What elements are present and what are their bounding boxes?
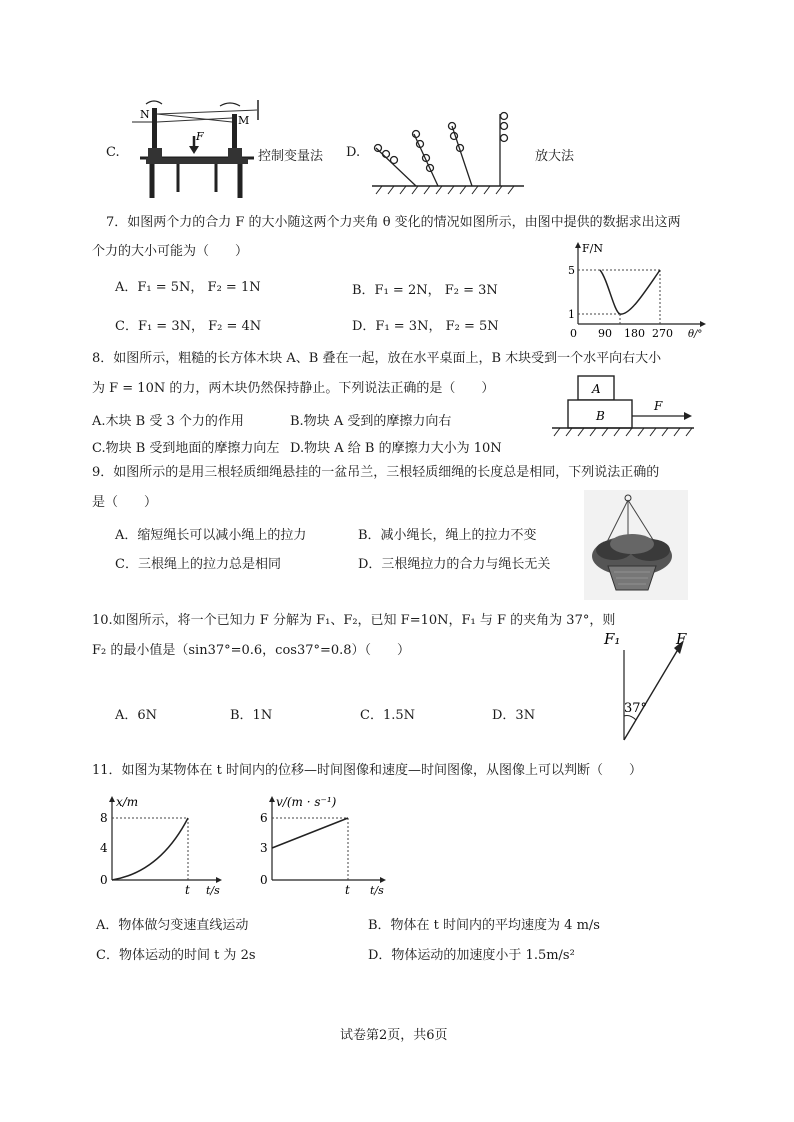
q8-stem-line1: 8．如图所示，粗糙的长方体木块 A、B 叠在一起，放在水平桌面上，B 木块受到一个水平向右大小 [92, 351, 662, 366]
force-f1-label: F₁ [604, 630, 621, 648]
xt-tick-4: 4 [100, 841, 108, 855]
angle-37-label: 37° [624, 701, 648, 716]
q10-option-d: D．3N [492, 708, 536, 723]
q6-option-d-label: 放大法 [535, 149, 575, 164]
vt-xlabel: t/s [370, 884, 384, 896]
page-footer: 试卷第2页，共6页 [340, 1028, 448, 1043]
force-f-label: F [676, 630, 687, 648]
q10-force-decomposition-figure [596, 628, 696, 746]
q10-stem-line2: F₂ 的最小值是（sin37°=0.6，cos37°=0.8）（ ） [92, 643, 411, 658]
q7-graph-tick-1: 1 [568, 308, 575, 321]
q11-xt-graph [96, 796, 226, 896]
xt-tick-t: t [185, 883, 190, 896]
q7-option-c: C．F₁ = 3N， F₂ = 4N [115, 319, 262, 334]
pendulum-figure [368, 108, 528, 196]
force-f-label: F [196, 130, 204, 143]
q11-vt-graph [256, 796, 396, 896]
q11-option-c: C．物体运动的时间 t 为 2s [96, 948, 256, 963]
xt-ylabel: x/m [116, 796, 139, 809]
q6-option-c-letter: C. [106, 145, 120, 160]
q9-option-b: B．减小绳长，绳上的拉力不变 [358, 528, 537, 543]
q11-stem: 11．如图为某物体在 t 时间内的位移—时间图像和速度—时间图像，从图像上可以判断（ ） [92, 763, 643, 778]
q7-graph-tick-270: 270 [652, 327, 673, 340]
q10-option-b: B．1N [230, 708, 273, 723]
q8-option-a: A.木块 B 受 3 个力的作用 [92, 414, 244, 429]
vt-tick-6: 6 [260, 811, 268, 825]
q11-option-d: D．物体运动的加速度小于 1.5m/s² [368, 948, 575, 963]
q7-option-a: A．F₁ = 5N， F₂ = 1N [115, 280, 261, 295]
block-b-label: B [596, 409, 605, 423]
q6-option-d-letter: D. [346, 145, 361, 160]
q7-option-d: D．F₁ = 3N， F₂ = 5N [352, 319, 499, 334]
q7-graph-xlabel: θ/° [688, 329, 703, 340]
q10-option-a: A．6N [115, 708, 158, 723]
q7-graph-ylabel: F/N [582, 242, 603, 255]
q7-stem-line2: 个力的大小可能为（ ） [92, 244, 249, 259]
q9-option-c: C．三根绳上的拉力总是相同 [115, 557, 281, 572]
q7-graph-tick-180: 180 [624, 327, 645, 340]
q7-stem-line1: 7．如图两个力的合力 F 的大小随这两个力夹角 θ 变化的情况如图所示，由图中提供的数据求出这两 [106, 215, 681, 230]
q8-stem-line2: 为 F = 10N 的力，两木块仍然保持静止。下列说法正确的是（ ） [92, 381, 495, 396]
q7-force-angle-graph [560, 240, 710, 340]
q7-graph-tick-0: 0 [570, 327, 577, 340]
mirror-m-label: M [238, 114, 250, 127]
vt-ylabel: v/(m · s⁻¹) [276, 796, 337, 809]
q6-option-c-label: 控制变量法 [258, 149, 324, 164]
q8-option-c: C.物块 B 受到地面的摩擦力向左 [92, 441, 280, 456]
magnetic-table-figure [132, 100, 262, 200]
q10-option-c: C．1.5N [360, 708, 415, 723]
q9-stem-line2: 是（ ） [92, 495, 158, 510]
xt-xlabel: t/s [206, 884, 220, 896]
q8-option-d: D.物块 A 给 B 的摩擦力大小为 10N [290, 441, 502, 456]
xt-tick-8: 8 [100, 811, 108, 825]
vt-tick-3: 3 [260, 841, 268, 855]
block-a-label: A [592, 382, 601, 396]
q11-option-b: B．物体在 t 时间内的平均速度为 4 m/s [368, 918, 600, 933]
q10-stem-line1: 10.如图所示，将一个已知力 F 分解为 F₁、F₂，已知 F=10N，F₁ 与 F 的夹角为 37°，则 [92, 613, 616, 628]
q11-option-a: A．物体做匀变速直线运动 [96, 918, 249, 933]
q7-option-b: B．F₁ = 2N， F₂ = 3N [352, 283, 498, 298]
force-f-label: F [654, 399, 663, 413]
vt-tick-t: t [345, 883, 350, 896]
q9-option-a: A．缩短绳长可以减小绳上的拉力 [115, 528, 307, 543]
hanging-plant-photo [584, 490, 688, 600]
magnet-n-label: N [140, 108, 150, 121]
q7-graph-tick-5: 5 [568, 264, 575, 277]
q9-option-d: D．三根绳拉力的合力与绳长无关 [358, 557, 551, 572]
q9-stem-line1: 9．如图所示的是用三根轻质细绳悬挂的一盆吊兰，三根轻质细绳的长度总是相同，下列说法正确的 [92, 465, 660, 480]
xt-tick-0: 0 [100, 873, 108, 887]
vt-tick-0: 0 [260, 873, 268, 887]
q8-blocks-figure [548, 372, 698, 444]
q7-graph-tick-90: 90 [598, 327, 612, 340]
q8-option-b: B.物块 A 受到的摩擦力向右 [290, 414, 452, 429]
